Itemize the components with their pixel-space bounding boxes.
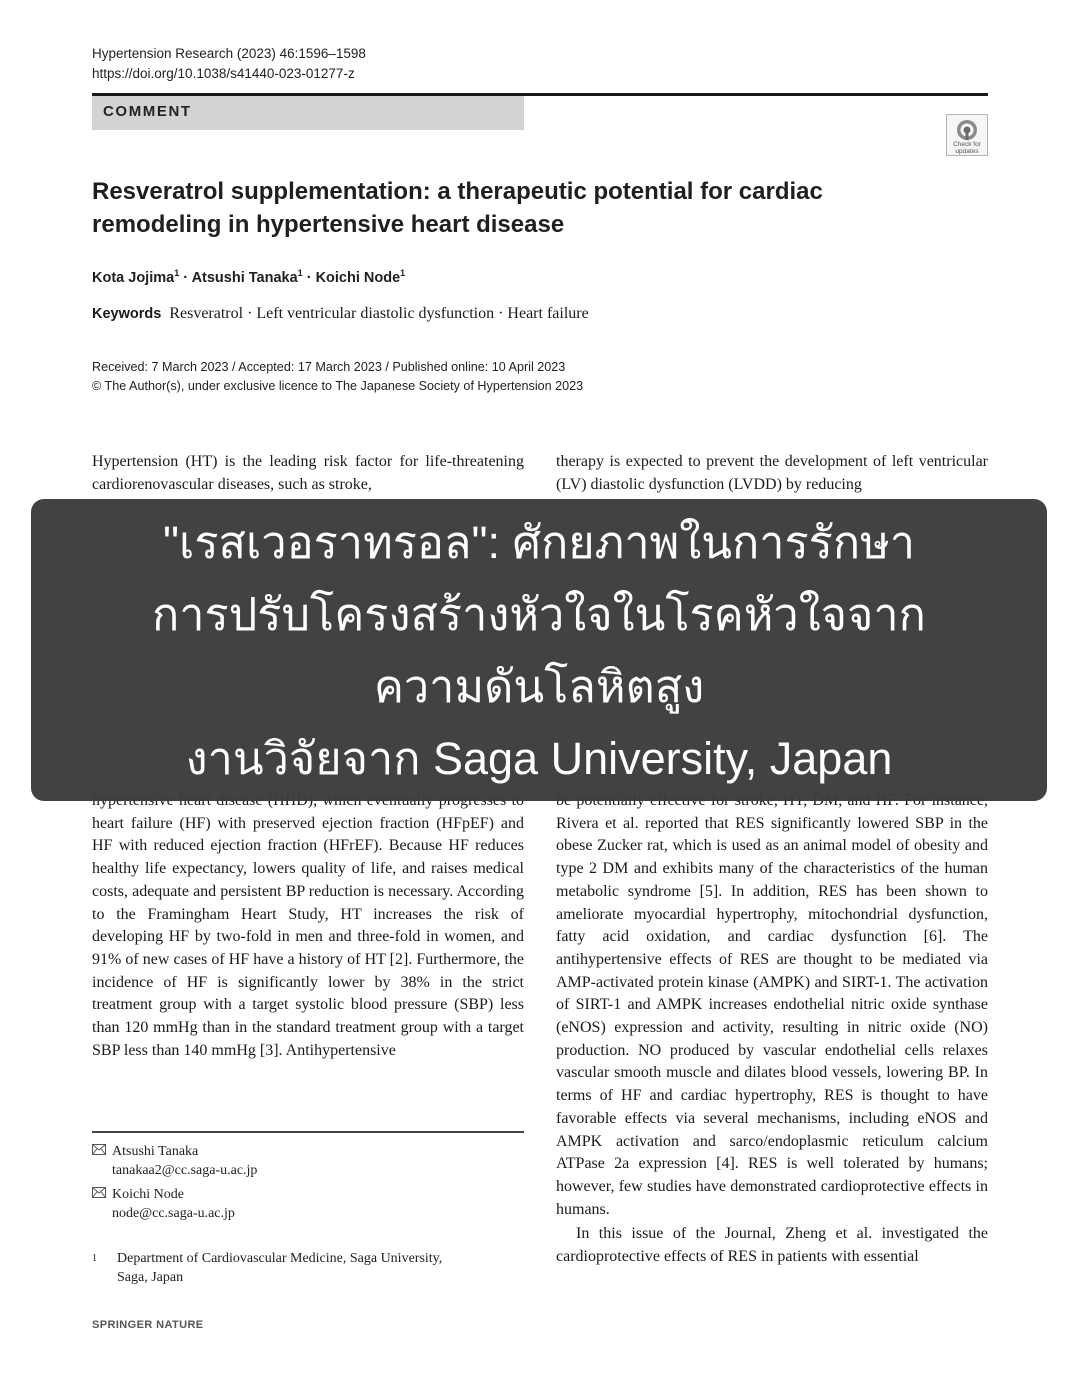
contact-email[interactable]: tanakaa2@cc.saga-u.ac.jp bbox=[112, 1163, 258, 1178]
author-affiliation-mark: 1 bbox=[400, 268, 406, 278]
contact-name: Atsushi Tanaka bbox=[112, 1144, 199, 1159]
author-name[interactable]: Koichi Node bbox=[315, 269, 401, 286]
overlay-line-3: ความดันโลหิตสูง bbox=[373, 661, 705, 712]
check-updates-line1: Check for bbox=[953, 141, 981, 148]
affiliation-line-1: Department of Cardiovascular Medicine, Saga University, bbox=[117, 1251, 443, 1266]
keywords bbox=[92, 305, 589, 323]
author-affiliation-mark: 1 bbox=[297, 268, 303, 278]
overlay-line-1: "เรสเวอราทรอล": ศักยภาพในการรักษา bbox=[162, 517, 916, 568]
thai-caption-overlay bbox=[31, 499, 1047, 801]
envelope-icon bbox=[92, 1142, 112, 1161]
publication-dates bbox=[92, 358, 583, 396]
paragraph: heart failure (HF) with preserved ejection fraction (HFpEF) and HF with reduced ejection fraction (HFrEF). Because HF reduces healthy life expectancy, lowers quality of life, and raises medical costs, adequate and persistent BP reduction is necessary. According to the Framingham Heart Study, HT increases the risk of developing HF by two-fold in men and three-fold in women, and 91% of new cases of HF have a history of HT [2]. Furthermore, the incidence of HF is significantly lower by 38% in the strict treatment group with a target systolic blood pressure (SBP) less than 120 mmHg than in the standard treatment group with a target SBP less than 140 mmHg [3]. Antihypertensive bbox=[92, 814, 524, 1059]
contact-item bbox=[92, 1142, 257, 1180]
affiliation-number: 1 bbox=[92, 1253, 97, 1264]
section-label: COMMENT bbox=[92, 96, 524, 130]
author-name[interactable]: Atsushi Tanaka bbox=[191, 269, 298, 286]
keywords-text: Resveratrol · Left ventricular diastolic dysfunction · Heart failure bbox=[169, 305, 589, 322]
paragraph: In this issue of the Journal, Zheng et al. investigated the cardioprotective effects of RES in patients with essential bbox=[556, 1225, 988, 1266]
journal-citation: Hypertension Research (2023) 46:1596–1598 bbox=[92, 46, 366, 61]
publisher-logo: SPRINGER NATURE bbox=[92, 1319, 204, 1331]
check-updates-line2: updates bbox=[955, 148, 979, 155]
overlay-line-2: การปรับโครงสร้างหัวใจในโรคหัวใจจาก bbox=[152, 589, 926, 640]
author-affiliation-mark: 1 bbox=[174, 268, 180, 278]
check-for-updates-badge[interactable] bbox=[946, 114, 988, 156]
overlay-line-4: งานวิจัยจาก Saga University, Japan bbox=[185, 733, 893, 784]
title-line-2: remodeling in hypertensive heart disease bbox=[92, 211, 565, 238]
footnote-rule bbox=[92, 1131, 524, 1133]
contact-email[interactable]: node@cc.saga-u.ac.jp bbox=[112, 1206, 235, 1221]
body-right-top bbox=[556, 451, 988, 496]
body-right-bottom bbox=[556, 790, 988, 1269]
contact-name: Koichi Node bbox=[112, 1187, 184, 1202]
check-updates-icon bbox=[956, 119, 978, 141]
author-separator: · bbox=[302, 269, 316, 286]
body-left-bottom bbox=[92, 790, 524, 1062]
body-left-top bbox=[92, 451, 524, 496]
copyright-line: © The Author(s), under exclusive licence to The Japanese Society of Hypertension 2023 bbox=[92, 379, 584, 393]
author-name[interactable]: Kota Jojima bbox=[92, 269, 175, 286]
article-title bbox=[92, 175, 972, 241]
author-separator: · bbox=[179, 269, 192, 286]
affiliation-footnote bbox=[92, 1249, 497, 1287]
contact-item bbox=[92, 1185, 235, 1223]
envelope-icon bbox=[92, 1185, 112, 1204]
paragraph: Rivera et al. reported that RES significantly lowered SBP in the obese Zucker rat, which is used as an animal model of obesity and type 2 DM and exhibits many of the characteristics of the human metabolic syndrome [5]. In addition, RES has been shown to ameliorate myocardial hypertrophy, mitochondrial dysfunction, fatty acid oxidation, and cardiac dysfunction [6]. The antihypertensive effects of RES are thought to be mediated via AMP-activated protein kinase (AMPK) and SIRT-1. The activation of SIRT-1 and AMPK increases endothelial nitric oxide synthase (eNOS) expression and activity, resulting in nitric oxide (NO) production. NO produced by vascular endothelial cells relaxes vascular smooth muscle and dilates blood vessels, lowering BP. In terms of HF and cardiac hypertrophy, RES is thought to have favorable effects via several mechanisms, including eNOS and AMPK activation and sarco/endoplasmic reticulum calcium ATPase 2a expression [4]. RES is well tolerated by humans; however, few studies have demonstrated cardioprotective effects in humans. bbox=[556, 814, 988, 1218]
dates-line: Received: 7 March 2023 / Accepted: 17 March 2023 / Published online: 10 April 2023 bbox=[92, 360, 566, 374]
affiliation-line-2: Saga, Japan bbox=[117, 1270, 184, 1285]
keywords-label: Keywords bbox=[92, 306, 162, 322]
journal-doi[interactable]: https://doi.org/10.1038/s41440-023-01277-z bbox=[92, 66, 355, 81]
author-list bbox=[92, 268, 405, 286]
journal-header bbox=[92, 44, 366, 84]
title-line-1: Resveratrol supplementation: a therapeutic potential for cardiac bbox=[92, 178, 823, 205]
paragraph: therapy is expected to prevent the development of left ventricular (LV) diastolic dysfunction (LVDD) by reducing bbox=[556, 453, 988, 493]
paragraph: Hypertension (HT) is the leading risk factor for life-threatening cardiorenovascular diseases, such as stroke, bbox=[92, 453, 524, 493]
